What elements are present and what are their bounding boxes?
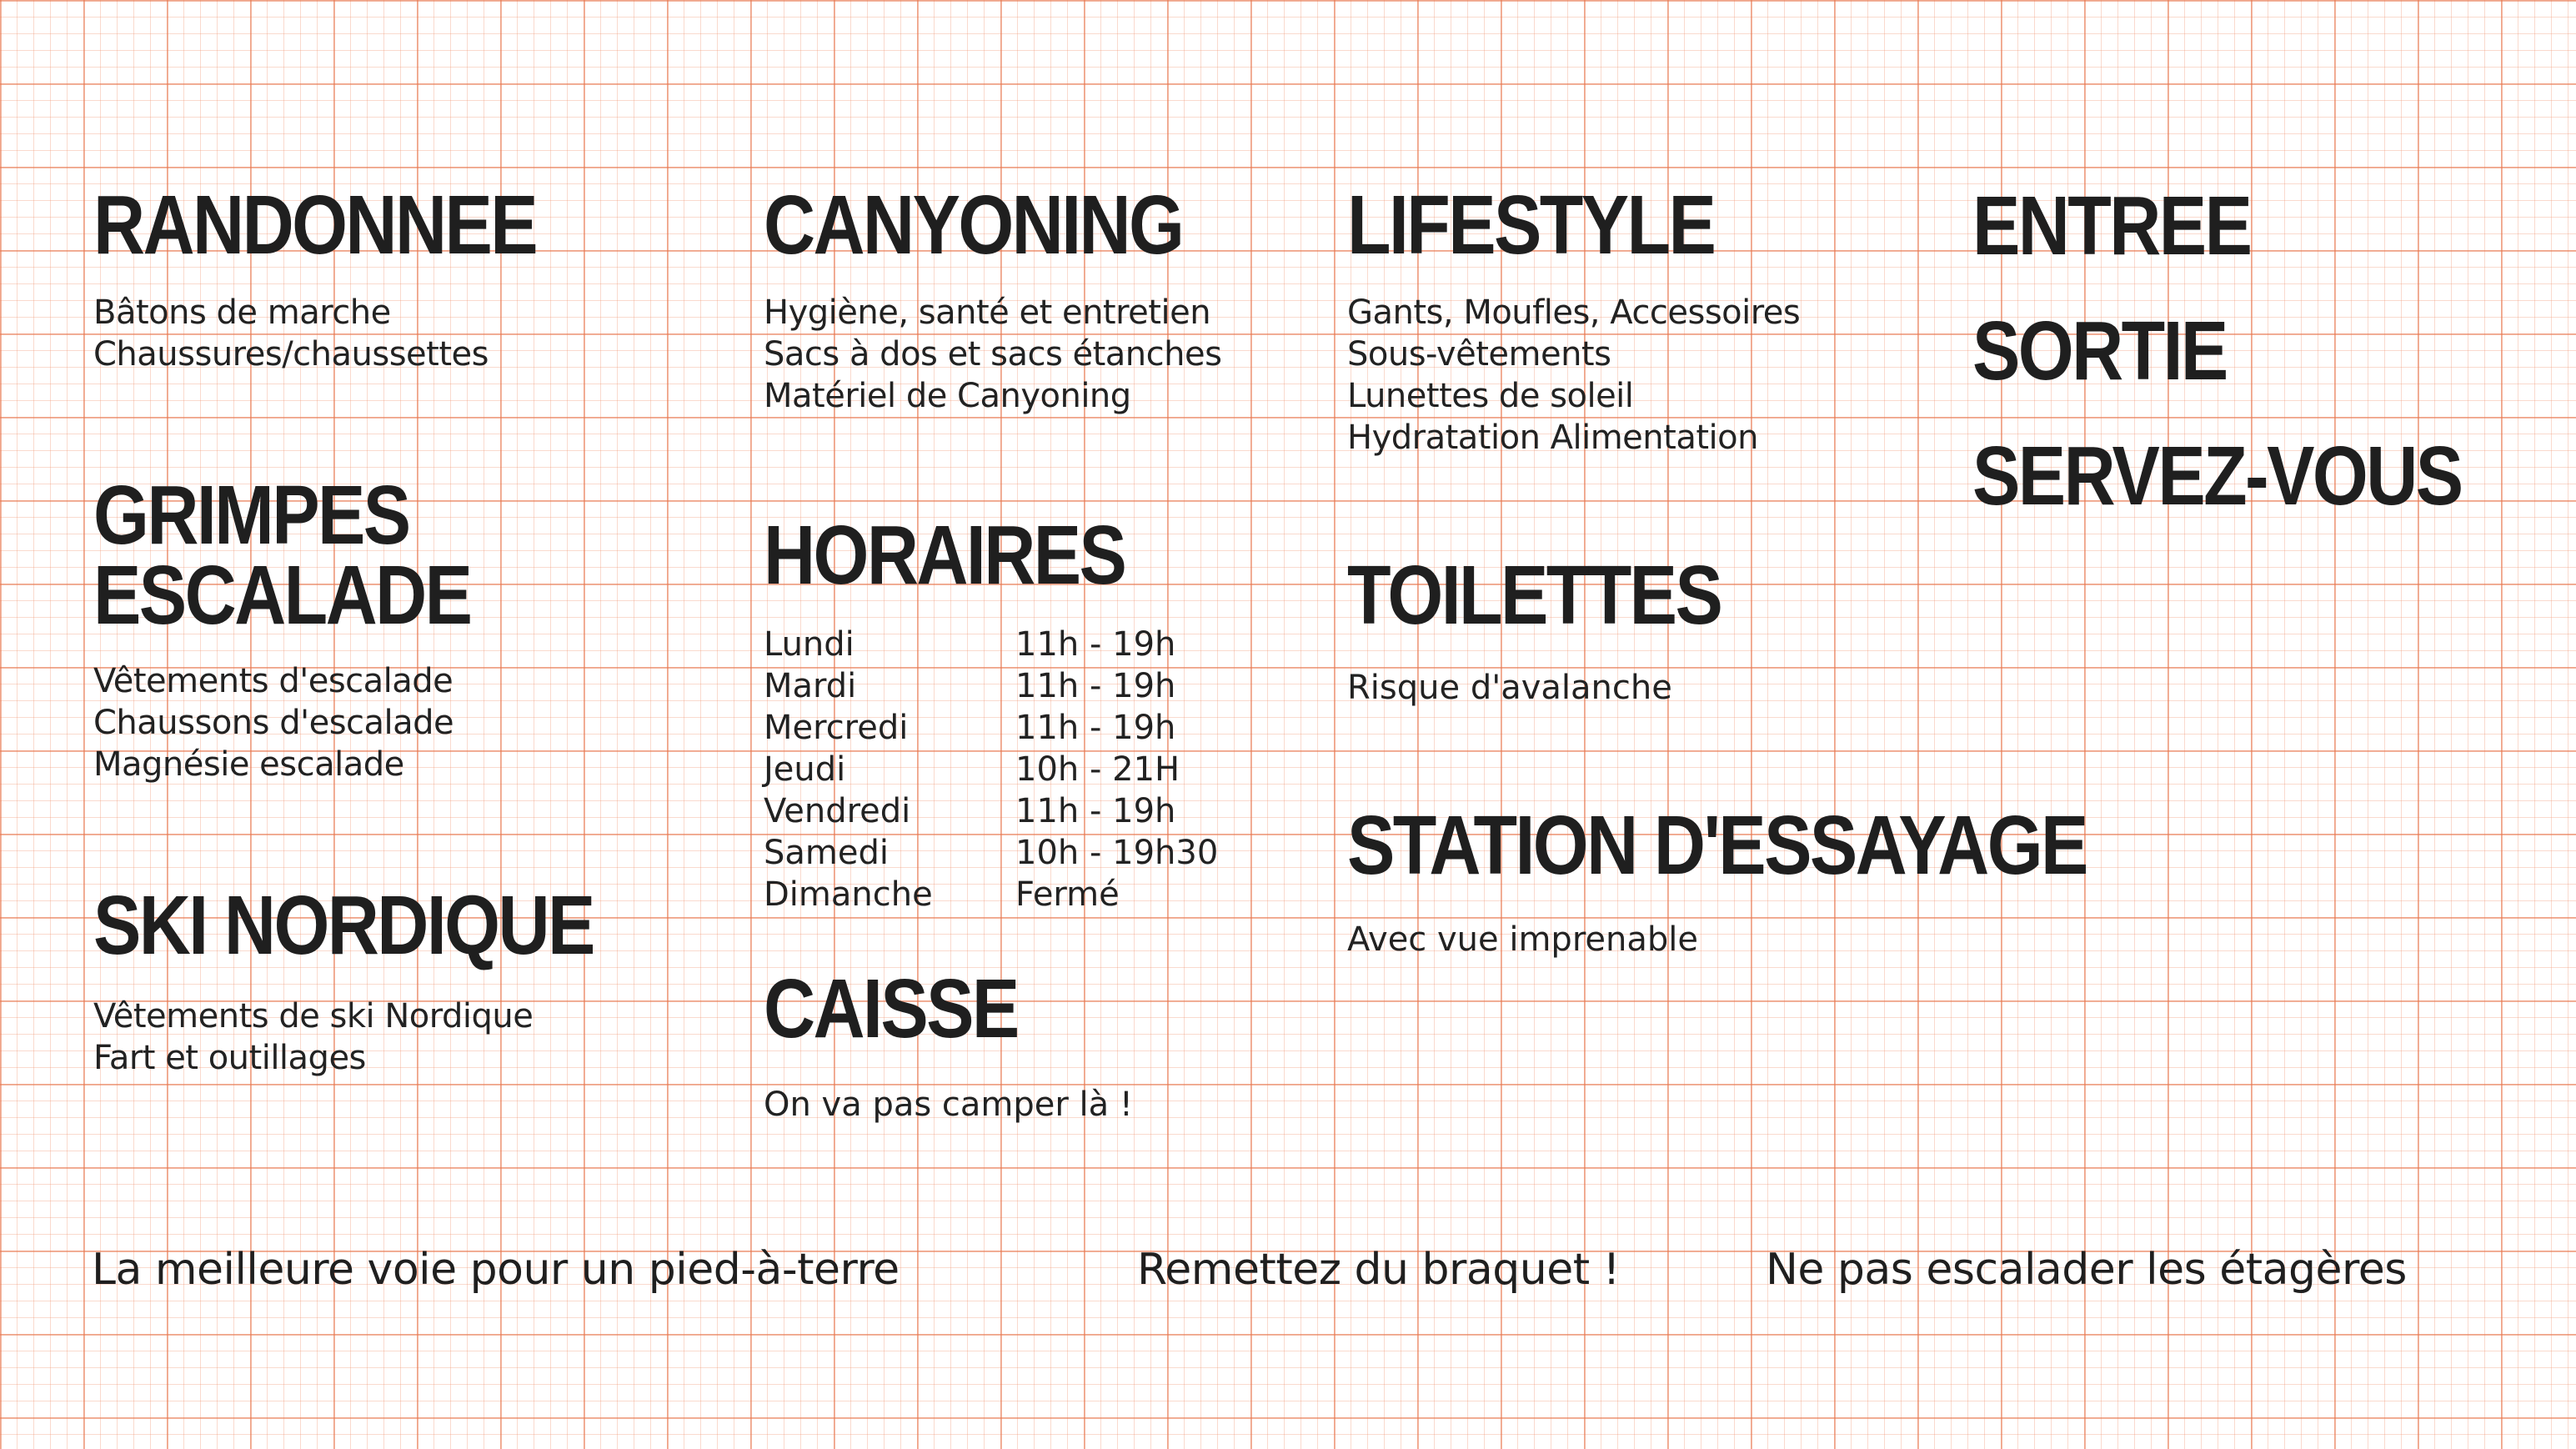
heading-station-essayage: STATION D'ESSAYAGE <box>1347 799 2087 892</box>
day-cell: Samedi <box>764 834 889 872</box>
heading-servez-vous: SERVEZ-VOUS <box>1972 429 2462 523</box>
list-item: Chaussons d'escalade <box>93 704 454 742</box>
table-row <box>764 624 1218 665</box>
day-cell: Dimanche <box>764 875 933 914</box>
section-ski-nordique <box>93 879 674 1079</box>
list-canyoning <box>764 292 1250 417</box>
heading-ski-nordique: SKI NORDIQUE <box>93 879 594 972</box>
heading-sortie: SORTIE <box>1972 304 2227 398</box>
section-randonnee <box>93 178 608 375</box>
day-cell: Jeudi <box>764 750 846 789</box>
hours-cell: 10h - 19h30 <box>1015 834 1219 872</box>
day-cell: Mardi <box>764 667 857 705</box>
hours-cell: 11h - 19h <box>1015 709 1176 747</box>
hours-cell: 11h - 19h <box>1015 625 1176 664</box>
list-item: Hydratation Alimentation <box>1347 419 1758 457</box>
day-cell: Mercredi <box>764 709 909 747</box>
list-item: Fart et outillages <box>93 1039 366 1077</box>
list-item: Magnésie escalade <box>93 745 404 784</box>
heading-caisse: CAISSE <box>764 962 1018 1055</box>
list-ski-nordique <box>93 995 674 1079</box>
heading-canyoning: CANYONING <box>764 178 1183 272</box>
footer-slogan-right: Ne pas escalader les étagères <box>1766 1245 2407 1295</box>
list-item: Bâtons de marche <box>93 293 391 332</box>
hours-cell: 11h - 19h <box>1015 792 1176 830</box>
section-toilettes <box>1347 549 1782 709</box>
table-row <box>764 707 1218 749</box>
section-canyoning <box>764 178 1250 417</box>
list-item: Gants, Moufles, Accessoires <box>1347 293 1801 332</box>
table-row <box>764 832 1218 874</box>
section-directions <box>1972 163 2541 539</box>
table-row <box>764 790 1218 832</box>
table-row <box>764 665 1218 707</box>
footer-slogan-middle: Remettez du braquet ! <box>1137 1245 1620 1295</box>
list-item: Chaussures/chaussettes <box>93 335 489 374</box>
list-randonnee <box>93 292 608 375</box>
section-horaires <box>764 509 1219 915</box>
table-row <box>764 874 1218 915</box>
heading-entree: ENTREE <box>1972 179 2251 273</box>
caisse-note: On va pas camper là ! <box>764 1085 1133 1124</box>
heading-horaires: HORAIRES <box>764 509 1125 602</box>
section-station-essayage <box>1347 799 2207 960</box>
footer-slogan-left: La meilleure voie pour un pied-à-terre <box>92 1245 900 1295</box>
list-item: Matériel de Canyoning <box>764 377 1131 415</box>
heading-grimpes: GRIMPES <box>93 469 409 562</box>
list-grimpes <box>93 660 532 785</box>
day-cell: Lundi <box>764 625 854 664</box>
heading-toilettes: TOILETTES <box>1347 549 1722 642</box>
list-item: Lunettes de soleil <box>1347 377 1634 415</box>
list-item: Sacs à dos et sacs étanches <box>764 335 1222 374</box>
hours-table <box>764 624 1218 915</box>
heading-randonnee: RANDONNEE <box>93 178 537 272</box>
hours-cell: Fermé <box>1015 875 1120 914</box>
hours-cell: 10h - 21H <box>1015 750 1180 789</box>
section-grimpes-escalade <box>93 469 532 785</box>
hours-cell: 11h - 19h <box>1015 667 1176 705</box>
list-lifestyle <box>1347 292 1800 459</box>
section-caisse <box>764 962 1133 1126</box>
day-cell: Vendredi <box>764 792 911 830</box>
list-item: Sous-vêtements <box>1347 335 1611 374</box>
list-item: Hygiène, santé et entretien <box>764 293 1211 332</box>
heading-escalade: ESCALADE <box>93 549 471 642</box>
table-row <box>764 749 1218 790</box>
toilettes-note: Risque d'avalanche <box>1347 669 1672 707</box>
list-item: Vêtements d'escalade <box>93 662 454 700</box>
list-item: Vêtements de ski Nordique <box>93 997 534 1035</box>
station-note: Avec vue imprenable <box>1347 920 1698 959</box>
section-lifestyle <box>1347 178 1801 459</box>
heading-lifestyle: LIFESTYLE <box>1347 178 1715 272</box>
